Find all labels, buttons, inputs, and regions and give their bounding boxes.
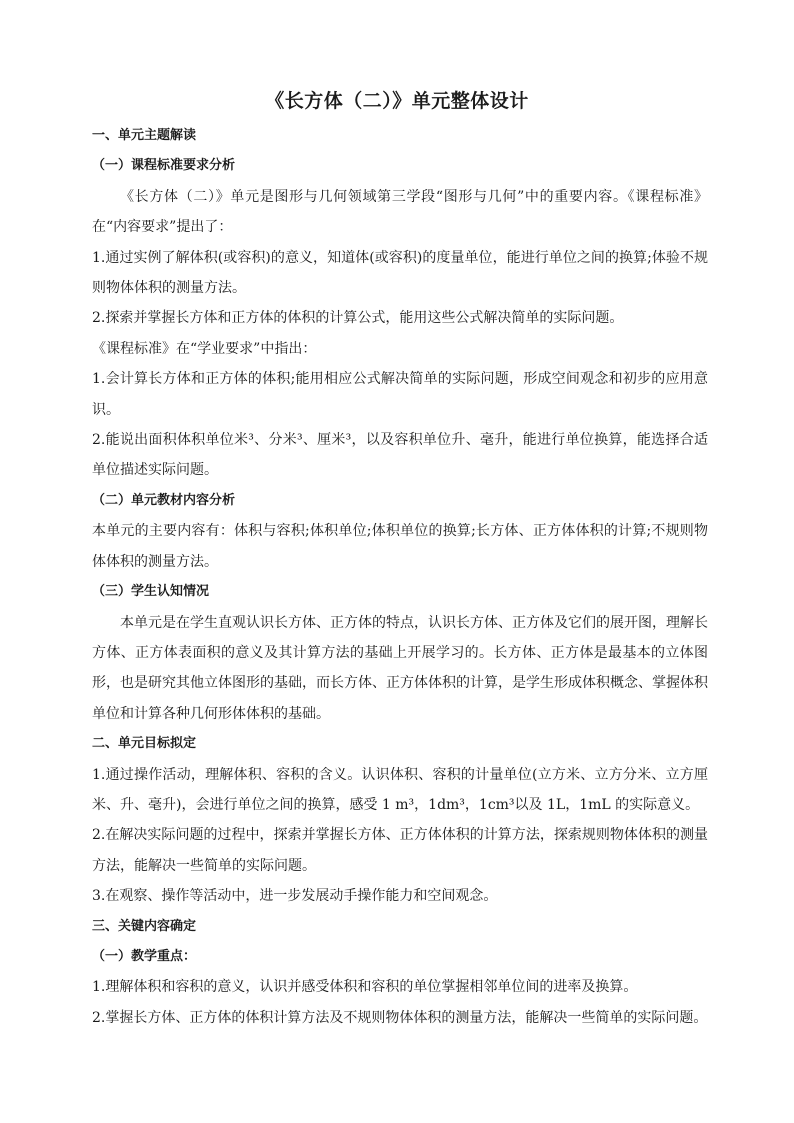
list-item-key-point-2: 2.掌握长方体、正方体的体积计算方法及不规则物体体积的测量方法，能解决一些简单的实际问题。 — [92, 1009, 708, 1026]
subsection-heading-3-1: （一）教学重点： — [92, 948, 197, 964]
subsection-heading-1-1: （一）课程标准要求分析 — [92, 158, 236, 174]
list-item-content-req-1: 1.通过实例了解体积(或容积)的意义，知道体(或容积)的度量单位，能进行单位之间的换算;体验不规则物体体积的测量方法。 — [92, 249, 708, 297]
paragraph-standard-intro: 《长方体（二）》单元是图形与几何领域第三学段“图形与几何”中的重要内容。《课程标准》在“内容要求”提出了： — [92, 188, 708, 236]
subsection-heading-1-2: （二）单元教材内容分析 — [92, 492, 236, 508]
section-heading-3: 三、关键内容确定 — [92, 918, 197, 934]
list-item-academic-req-2: 2.能说出面积体积单位米³、分米³、厘米³，以及容积单位升、毫升，能进行单位换算，能选择合适单位描述实际问题。 — [92, 432, 708, 479]
list-item-goal-2: 2.在解决实际问题的过程中，探索并掌握长方体、正方体体积的计算方法，探索规则物体体积的测量方法，能解决一些简单的实际问题。 — [92, 827, 708, 874]
list-item-goal-3: 3.在观察、操作等活动中，进一步发展动手操作能力和空间观念。 — [92, 888, 498, 905]
document-body — [92, 121, 708, 1033]
subsection-heading-1-3: （三）学生认知情况 — [92, 584, 210, 600]
list-item-goal-1: 1.通过操作活动，理解体积、容积的含义。认识体积、容积的计量单位(立方米、立方分米、立方厘米、升、毫升)，会进行单位之间的换算，感受 1 m³，1dm³，1cm³以及 1L，1mL 的实际意义。 — [92, 766, 708, 813]
document-title: 《长方体（二）》单元整体设计 — [265, 90, 529, 112]
paragraph-textbook-analysis: 本单元的主要内容有：体积与容积;体积单位;体积单位的换算;长方体、正方体体积的计算;不规则物体体积的测量方法。 — [92, 523, 708, 570]
list-item-content-req-2: 2.探索并掌握长方体和正方体的体积的计算公式，能用这些公式解决简单的实际问题。 — [92, 310, 624, 327]
list-item-academic-req-1: 1.会计算长方体和正方体的体积;能用相应公式解决简单的实际问题，形成空间观念和初步的应用意识。 — [92, 371, 708, 418]
list-item-key-point-1: 1.理解体积和容积的意义，认识并感受体积和容积的单位掌握相邻单位间的进率及换算。 — [92, 979, 638, 996]
paragraph-academic-req-intro: 《课程标准》在“学业要求”中指出： — [92, 340, 317, 357]
section-heading-2: 二、单元目标拟定 — [92, 736, 197, 752]
section-heading-1: 一、单元主题解读 — [92, 128, 197, 143]
paragraph-student-cognition: 本单元是在学生直观认识长方体、正方体的特点，认识长方体、正方体及它们的展开图，理解长方体、正方体表面积的意义及其计算方法的基础上开展学习的。长方体、正方体是最基本的立体图形，也是研究其他立体图形的基础，而长方体、正方体体积的计算，是学生形成体积概念、掌握体积单位和计算各种几何形体体积的基础。 — [92, 614, 708, 722]
